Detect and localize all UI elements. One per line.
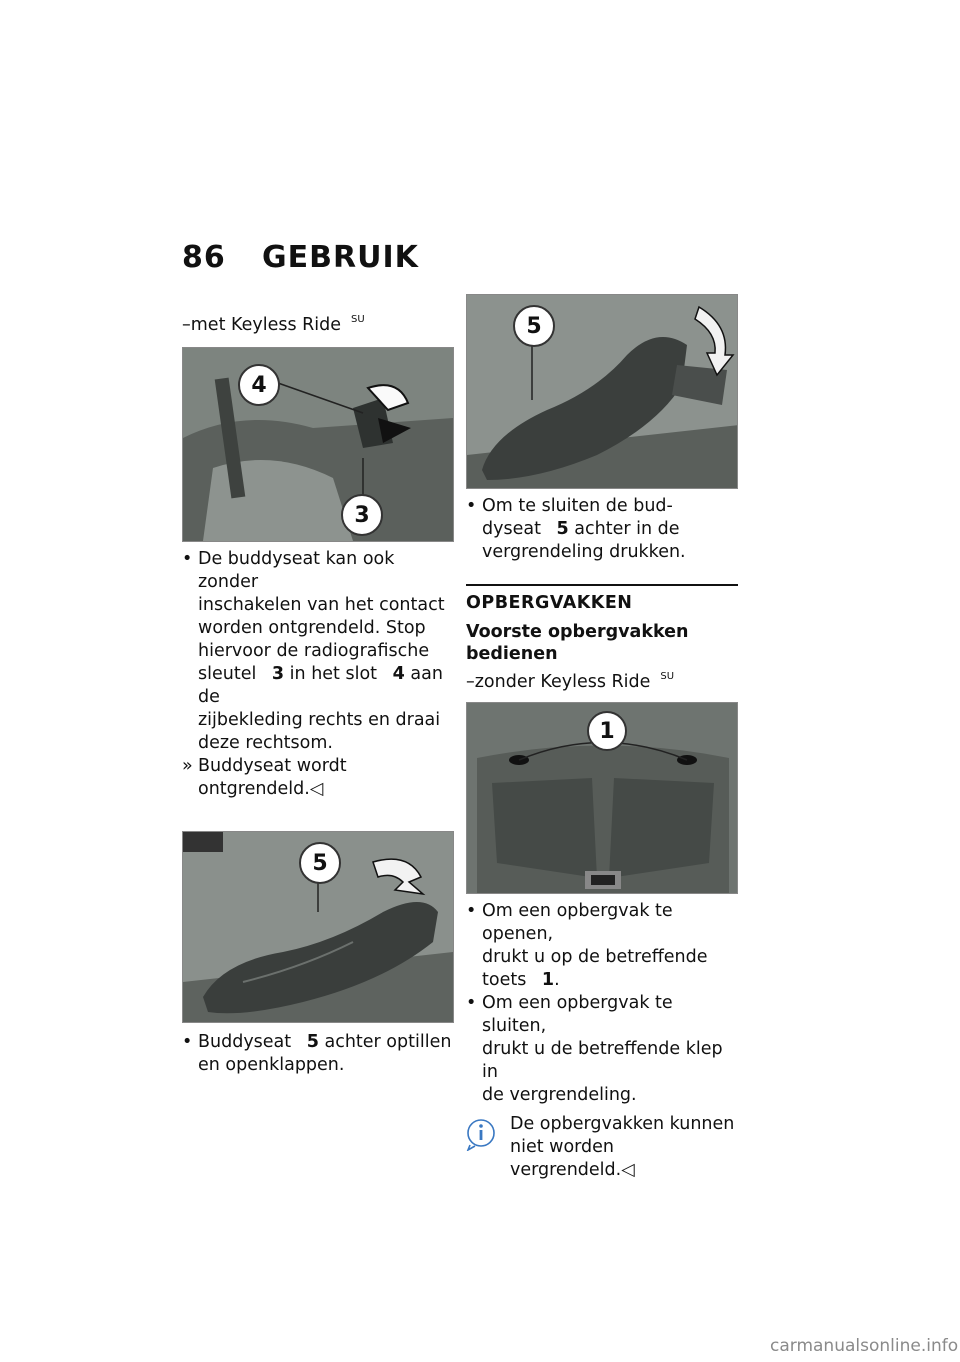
subsection-title: Voorste opbergvakken bedienen <box>466 622 689 664</box>
page-number: 86 <box>182 240 226 275</box>
page-header <box>182 240 419 275</box>
ref-seat-5: 5 <box>306 1032 319 1052</box>
seat-lock-illustration <box>183 348 453 541</box>
figure-seat-lock <box>182 347 454 542</box>
ref-lock-4: 4 <box>392 664 405 684</box>
option-superscript: SU <box>351 314 365 325</box>
info-note: De opbergvakken kunnen niet worden vergrendeld.◁ <box>466 1113 738 1182</box>
callout-5-close: 5 <box>513 305 555 347</box>
section-title: OPBERGVAKKEN <box>466 593 633 613</box>
bullet-unlock-without-ignition: • De buddyseat kan ook zonder inschakelen van het contact worden ontgrendeld. Stop hiervoor de radiografische sleutel 3 in het slot 4 aan de zijbekleding rechts en draai deze rechtsom. <box>182 549 445 753</box>
chapter-title: GEBRUIK <box>262 240 419 275</box>
section-rule <box>466 584 738 586</box>
callout-1: 1 <box>587 711 627 751</box>
option-superscript-2: SU <box>660 671 675 682</box>
ref-button-1: 1 <box>541 970 555 990</box>
end-mark: ◁ <box>309 779 324 799</box>
bullet-close-compartment: • Om een opbergvak te sluiten, drukt u de betreffende klep in de vergrendeling. <box>466 993 723 1105</box>
end-mark-note: ◁ <box>621 1160 635 1180</box>
figure-seat-closing <box>466 294 738 489</box>
right-column <box>466 294 738 1182</box>
figure-seat-lifted <box>182 831 454 1023</box>
bullet-lift-seat: • Buddyseat 5 achter optillen en openklappen. <box>182 1032 452 1075</box>
bullet-close-seat: • Om te sluiten de bud- dyseat 5 achter in de vergrendeling drukken. <box>466 496 686 562</box>
callout-3: 3 <box>341 494 383 536</box>
ref-key-3: 3 <box>271 664 285 684</box>
result-seat-unlocked: » Buddyseat wordt ontgrendeld.◁ <box>182 756 347 799</box>
variant-line-no-keyless: –zonder Keyless Ride $^{SU}$ <box>466 671 675 692</box>
seat-closing-illustration <box>467 295 738 488</box>
variant-line-keyless: –met Keyless Ride $^{SU}$ <box>182 314 365 335</box>
watermark-footer: carmanualsonline.info <box>770 1336 959 1356</box>
left-column <box>182 308 452 1077</box>
callout-5: 5 <box>299 842 341 884</box>
figure-storage-compartments <box>466 702 738 894</box>
ref-seat-5-close: 5 <box>556 519 569 539</box>
callout-4: 4 <box>238 364 280 406</box>
bullet-open-compartment: • Om een opbergvak te openen, drukt u op de betreffende toets 1. <box>466 901 708 990</box>
info-icon <box>466 1115 496 1151</box>
